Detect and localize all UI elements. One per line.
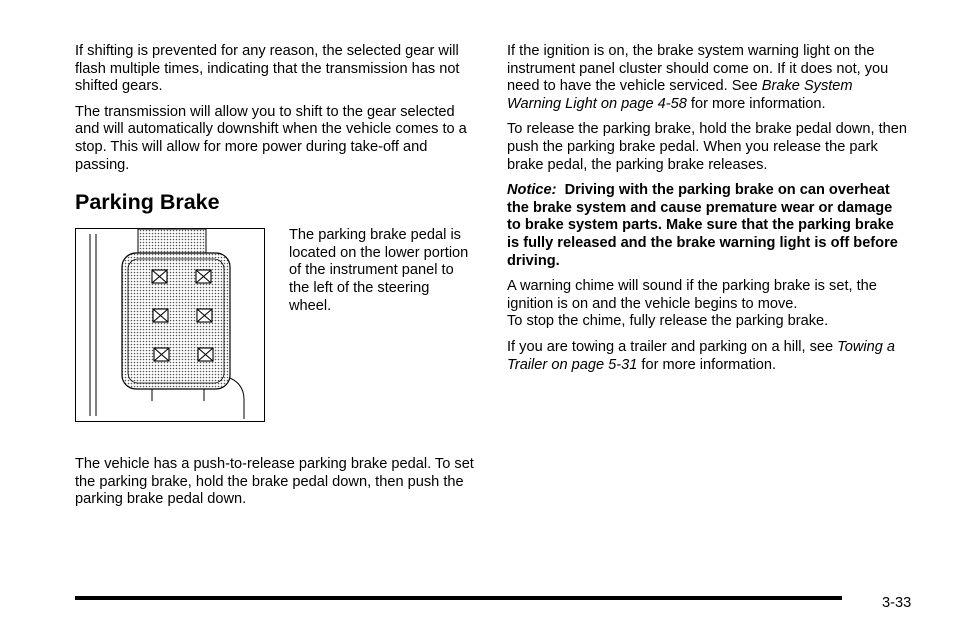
towing-paragraph bbox=[507, 339, 907, 374]
right-column bbox=[507, 43, 907, 382]
towing-text-end: for more information. bbox=[637, 356, 777, 373]
notice-paragraph bbox=[507, 182, 907, 270]
page-number: 3-33 bbox=[882, 595, 912, 611]
downshift-paragraph: The transmission will allow you to shift to the gear selected and will automatically downshift when the vehicle comes to a stop. This will allow for more power during take-off and passing. bbox=[75, 103, 467, 173]
left-column bbox=[75, 43, 480, 517]
warning-light-text: If the ignition is on, the brake system warning light on the instrument panel cluster should come on. If it does not, you need to have the vehicle serviced. See bbox=[507, 43, 889, 95]
notice-label: Notice: bbox=[507, 182, 557, 199]
warning-light-text-end: for more information. bbox=[686, 95, 826, 112]
stop-chime-text: To stop the chime, fully release the parking brake. bbox=[507, 313, 829, 330]
shift-flash-paragraph: If shifting is prevented for any reason, the selected gear will flash multiple times, indicating that the transmission has not shifted gears. bbox=[75, 43, 460, 95]
brake-warning-light-reference-link[interactable]: Brake System Warning Light on page 4-58 bbox=[507, 78, 853, 112]
parking-brake-pedal-drawing bbox=[76, 229, 264, 421]
section-heading-parking-brake: Parking Brake bbox=[75, 190, 220, 215]
warning-light-paragraph bbox=[507, 43, 907, 113]
figure-row bbox=[75, 228, 480, 422]
push-to-release-paragraph: The vehicle has a push-to-release parking brake pedal. To set the parking brake, hold the brake pedal down, then push the parking brake pedal down. bbox=[75, 456, 474, 508]
release-brake-paragraph: To release the parking brake, hold the brake pedal down, then push the parking brake pedal. When you release the park brake pedal, the parking brake releases. bbox=[507, 121, 907, 173]
figure-caption: The parking brake pedal is located on the lower portion of the instrument panel to the left of the steering wheel. bbox=[289, 227, 469, 314]
towing-text: If you are towing a trailer and parking on a hill, see bbox=[507, 338, 838, 355]
notice-body: Driving with the parking brake on can overheat the brake system and cause premature wear or damage to brake system parts. Make sure that the parking brake is fully released and the brake warning light is off before driving. bbox=[507, 182, 898, 269]
footer-rule bbox=[75, 596, 842, 600]
warning-chime-paragraph bbox=[507, 278, 907, 331]
warning-chime-text: A warning chime will sound if the parking brake is set, the ignition is on and the vehicle begins to move. bbox=[507, 278, 877, 312]
towing-trailer-reference-link[interactable]: Towing a Trailer on page 5-31 bbox=[507, 338, 896, 373]
parking-brake-pedal-illustration bbox=[75, 228, 265, 422]
